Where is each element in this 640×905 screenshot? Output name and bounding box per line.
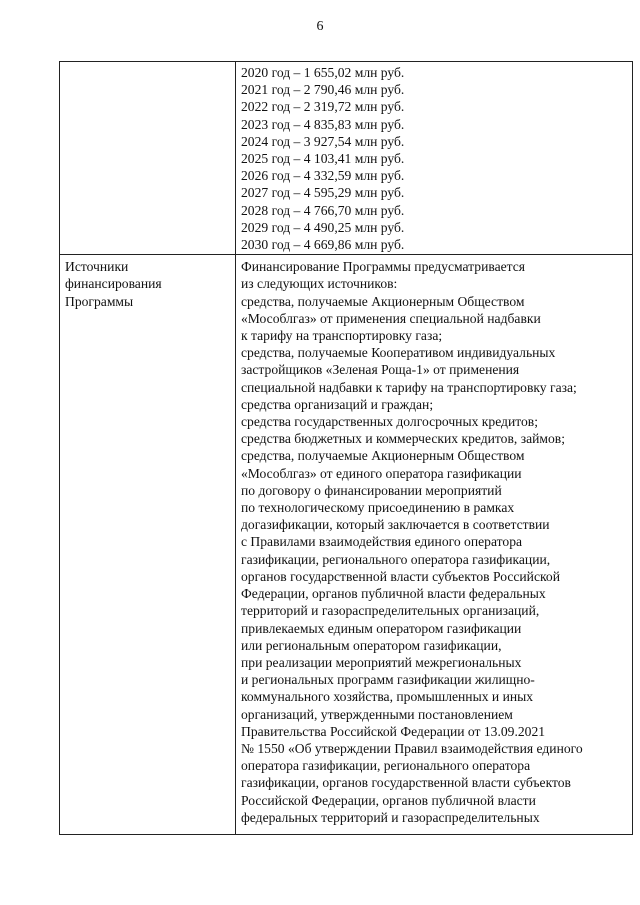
funding-sources-text-line: средства, получаемые Кооперативом индивидуальных	[241, 345, 556, 361]
funding-year-line: 2021 год – 2 790,46 млн руб.	[241, 82, 405, 98]
funding-sources-text-line: привлекаемых единым оператором газификации	[241, 620, 522, 636]
funding-sources-text-line: при реализации мероприятий межрегиональных	[241, 654, 522, 670]
funding-year-line: 2029 год – 4 490,25 млн руб.	[241, 219, 405, 235]
funding-sources-text-line: к тарифу на транспортировку газа;	[241, 328, 443, 344]
funding-sources-text-cell	[236, 255, 633, 835]
table-row-funding-by-year	[60, 62, 633, 255]
funding-sources-label-line: Программы	[65, 293, 134, 309]
funding-sources-text-line: Финансирование Программы предусматривается	[241, 259, 526, 275]
funding-sources-label-line: Источники	[65, 259, 129, 275]
funding-sources-text-line: организаций, утвержденными постановлением	[241, 706, 513, 722]
funding-sources-text-line: с Правилами взаимодействия единого оператора	[241, 534, 523, 550]
funding-sources-text-line: средства, получаемые Акционерным Обществом	[241, 448, 525, 464]
funding-sources-text	[236, 255, 632, 826]
funding-year-line: 2022 год – 2 319,72 млн руб.	[241, 99, 405, 115]
funding-sources-label-cell	[60, 255, 236, 835]
funding-year-line: 2027 год – 4 595,29 млн руб.	[241, 185, 405, 201]
funding-sources-text-line: № 1550 «Об утверждении Правил взаимодействия единого	[241, 740, 583, 756]
funding-year-line: 2024 год – 3 927,54 млн руб.	[241, 133, 405, 149]
funding-sources-text-line: по технологическому присоединению в рамках	[241, 500, 515, 516]
funding-sources-text-line: средства, получаемые Акционерным Обществом	[241, 293, 525, 309]
funding-sources-text-line: и региональных программ газификации жилищно-	[241, 672, 535, 688]
funding-sources-text-line: оператора газификации, регионального оператора	[241, 758, 531, 774]
funding-sources-text-line: «Мособлгаз» от применения специальной надбавки	[241, 310, 541, 326]
funding-sources-text-line: органов государственной власти субъектов Российской	[241, 568, 560, 584]
funding-sources-text-line: догазификации, который заключается в соответствии	[241, 517, 550, 533]
funding-year-line: 2030 год – 4 669,86 млн руб.	[241, 237, 405, 253]
funding-sources-text-line: Российской Федерации, органов публичной власти	[241, 792, 536, 808]
funding-sources-text-line: «Мособлгаз» от единого оператора газификации	[241, 465, 522, 481]
funding-sources-label-line: финансирования	[65, 276, 162, 292]
page-number: 6	[316, 19, 324, 34]
funding-sources-text-line: застройщиков «Зеленая Роща-1» от применения	[241, 362, 520, 378]
funding-sources-text-line: территорий и газораспределительных организаций,	[241, 603, 540, 619]
funding-sources-text-line: федеральных территорий и газораспределительных	[241, 809, 540, 825]
program-passport-table	[59, 61, 633, 835]
funding-year-line: 2026 год – 4 332,59 млн руб.	[241, 168, 405, 184]
funding-sources-text-line: специальной надбавки к тарифу на транспортировку газа;	[241, 379, 577, 395]
funding-sources-text-line: Правительства Российской Федерации от 13.09.2021	[241, 723, 546, 739]
funding-sources-label	[60, 255, 235, 310]
funding-sources-text-line: или региональным оператором газификации,	[241, 637, 502, 653]
funding-sources-text-line: из следующих источников:	[241, 276, 398, 292]
funding-year-line: 2028 год – 4 766,70 млн руб.	[241, 202, 405, 218]
table-row-funding-sources	[60, 255, 633, 835]
funding-sources-text-line: средства организаций и граждан;	[241, 396, 434, 412]
funding-sources-text-line: средства бюджетных и коммерческих кредитов, займов;	[241, 431, 565, 447]
funding-sources-text-line: коммунального хозяйства, промышленных и иных	[241, 689, 534, 705]
funding-sources-text-line: по договору о финансировании мероприятий	[241, 482, 502, 498]
funding-by-year-list	[236, 62, 632, 254]
funding-year-line: 2023 год – 4 835,83 млн руб.	[241, 116, 405, 132]
funding-year-line: 2020 год – 1 655,02 млн руб.	[241, 65, 405, 80]
funding-by-year-cell	[236, 62, 633, 255]
funding-sources-text-line: Федерации, органов публичной власти федеральных	[241, 586, 546, 602]
funding-year-line: 2025 год – 4 103,41 млн руб.	[241, 151, 405, 167]
funding-sources-text-line: средства государственных долгосрочных кредитов;	[241, 414, 538, 430]
funding-by-year-label-cell	[60, 62, 236, 255]
funding-sources-text-line: газификации, органов государственной власти субъектов	[241, 775, 571, 791]
funding-sources-text-line: газификации, регионального оператора газификации,	[241, 551, 551, 567]
